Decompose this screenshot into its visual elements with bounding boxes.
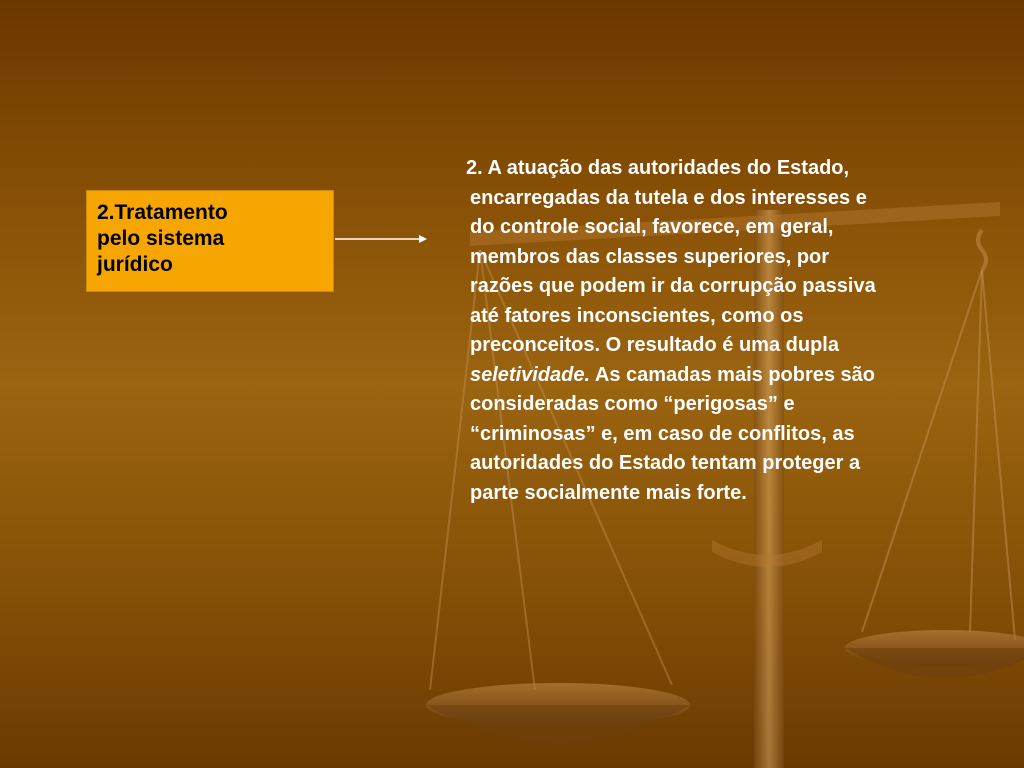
body-line: do controle social, favorece, em geral, <box>470 216 834 238</box>
body-line-emphasis <box>470 361 996 391</box>
body-line: parte socialmente mais forte. <box>470 481 747 504</box>
emphasis-continuation: As camadas mais pobres são <box>590 363 876 386</box>
topic-title: 2.Tratamento pelo sistema jurídico <box>97 201 228 276</box>
body-line: consideradas como “perigosas” e <box>470 393 795 415</box>
arrow-right-icon <box>335 232 427 246</box>
body-line: “criminosas” e, em caso de conflitos, as <box>470 422 855 445</box>
body-line: preconceitos. O resultado é uma dupla <box>470 334 839 356</box>
body-paragraph <box>462 154 996 508</box>
body-line: autoridades do Estado tentam proteger a <box>470 452 861 474</box>
body-line: encarregadas da tutela e dos interesses e <box>470 186 867 209</box>
topic-box <box>86 190 334 292</box>
body-line: até fatores inconscientes, como os <box>470 304 804 327</box>
body-line: membros das classes superiores, por <box>470 245 830 268</box>
body-line: razões que podem ir da corrupção passiva <box>470 275 876 297</box>
emphasis-word: seletividade. <box>470 363 591 386</box>
body-line: 2. A atuação das autoridades do Estado, <box>466 157 850 179</box>
